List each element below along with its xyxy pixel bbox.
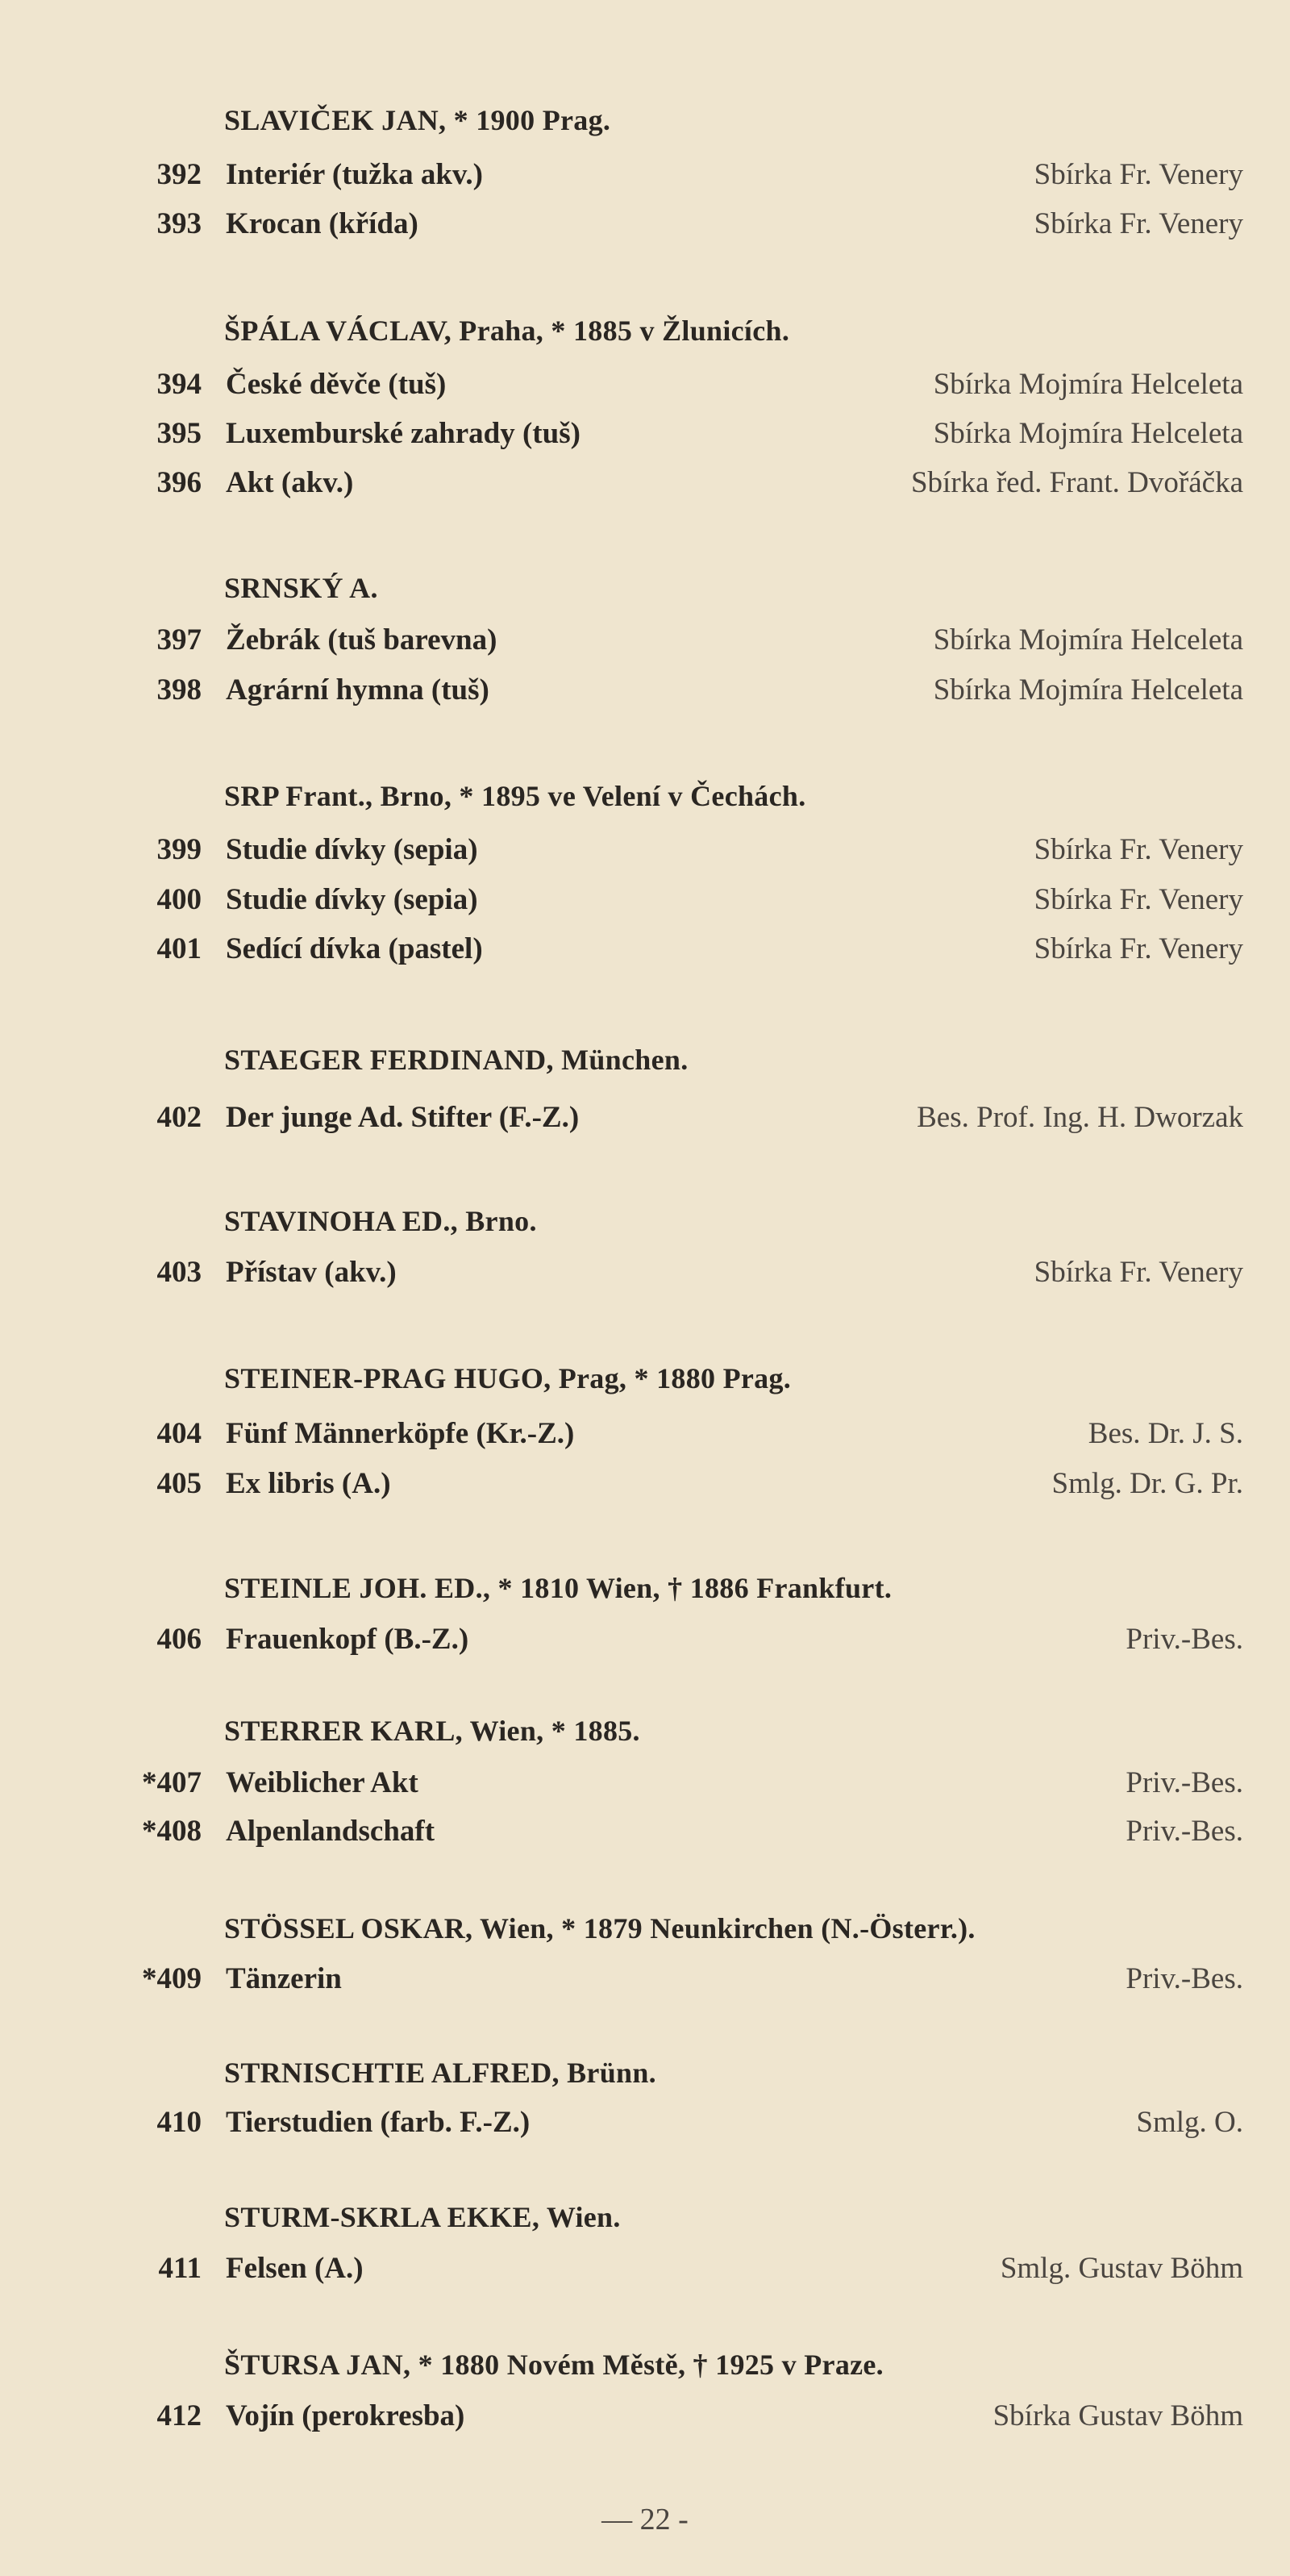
item-title: Akt (akv.) <box>226 466 354 499</box>
item-title: Žebrák (tuš barevna) <box>226 623 497 657</box>
item-number: 405 <box>156 1467 202 1500</box>
item-title: Alpenlandschaft <box>226 1815 435 1848</box>
item-number: *408 <box>142 1815 202 1848</box>
item-title: Tänzerin <box>226 1962 342 1995</box>
artist-heading: STAVINOHA ED., Brno. <box>224 1205 537 1237</box>
item-title: Felsen (A.) <box>226 2252 364 2285</box>
catalog-item <box>0 367 1290 407</box>
item-owner: Sbírka Fr. Venery <box>1034 883 1243 916</box>
item-number: 412 <box>156 2399 202 2432</box>
item-owner: Sbírka Mojmíra Helceleta <box>933 673 1243 707</box>
catalog-item <box>0 465 1290 506</box>
item-owner: Priv.-Bes. <box>1126 1766 1243 1799</box>
catalog-item <box>0 1416 1290 1457</box>
catalog-item <box>0 157 1290 198</box>
artist-heading: SLAVIČEK JAN, * 1900 Prag. <box>224 104 611 136</box>
artist-heading: STERRER KARL, Wien, * 1885. <box>224 1715 640 1747</box>
catalog-item <box>0 1765 1290 1806</box>
artist-heading: SRNSKÝ A. <box>224 572 378 604</box>
item-title: Luxemburské zahrady (tuš) <box>226 417 580 450</box>
catalog-item <box>0 882 1290 923</box>
item-owner: Priv.-Bes. <box>1126 1815 1243 1848</box>
item-number: 398 <box>156 673 202 707</box>
catalog-item <box>0 673 1290 713</box>
item-owner: Smlg. Gustav Böhm <box>1000 2252 1243 2285</box>
item-title: České děvče (tuš) <box>226 368 447 401</box>
item-owner: Sbírka řed. Frant. Dvořáčka <box>910 466 1243 499</box>
item-title: Fünf Männerköpfe (Kr.-Z.) <box>226 1417 575 1450</box>
item-owner: Sbírka Mojmíra Helceleta <box>933 623 1243 657</box>
item-number: 397 <box>156 623 202 657</box>
item-title: Studie dívky (sepia) <box>226 883 478 916</box>
item-number: 411 <box>158 2252 202 2285</box>
catalog-item <box>0 1255 1290 1295</box>
item-number: 393 <box>156 207 202 240</box>
item-owner: Sbírka Mojmíra Helceleta <box>933 368 1243 401</box>
item-title: Studie dívky (sepia) <box>226 833 478 866</box>
item-owner: Smlg. Dr. G. Pr. <box>1051 1467 1243 1500</box>
item-title: Interiér (tužka akv.) <box>226 158 483 191</box>
item-owner: Sbírka Fr. Venery <box>1034 932 1243 965</box>
item-title: Weiblicher Akt <box>226 1766 418 1799</box>
artist-heading: STÖSSEL OSKAR, Wien, * 1879 Neunkirchen (N.-Österr.). <box>224 1912 976 1945</box>
item-title: Agrární hymna (tuš) <box>226 673 489 707</box>
item-owner: Sbírka Fr. Venery <box>1034 1256 1243 1289</box>
item-number: 395 <box>156 417 202 450</box>
item-title: Krocan (křída) <box>226 207 418 240</box>
catalog-item <box>0 1961 1290 2002</box>
item-number: 394 <box>156 368 202 401</box>
artist-heading: STURM-SKRLA EKKE, Wien. <box>224 2201 621 2233</box>
artist-heading: ŠTURSA JAN, * 1880 Novém Městě, † 1925 v Praze. <box>224 2349 884 2381</box>
artist-heading: STAEGER FERDINAND, München. <box>224 1044 689 1076</box>
item-number: 404 <box>156 1417 202 1450</box>
item-owner: Priv.-Bes. <box>1126 1623 1243 1656</box>
item-title: Přístav (akv.) <box>226 1256 397 1289</box>
artist-heading: STRNISCHTIE ALFRED, Brünn. <box>224 2057 656 2089</box>
catalog-item <box>0 206 1290 247</box>
item-owner: Bes. Dr. J. S. <box>1088 1417 1243 1450</box>
item-owner: Sbírka Fr. Venery <box>1034 158 1243 191</box>
item-title: Sedící dívka (pastel) <box>226 932 483 965</box>
catalog-item <box>0 1100 1290 1140</box>
catalog-item <box>0 416 1290 456</box>
item-owner: Sbírka Gustav Böhm <box>992 2399 1243 2432</box>
item-number: 402 <box>156 1101 202 1134</box>
item-owner: Sbírka Mojmíra Helceleta <box>933 417 1243 450</box>
catalog-item <box>0 2399 1290 2439</box>
item-title: Vojín (perokresba) <box>226 2399 465 2432</box>
catalog-item <box>0 2251 1290 2291</box>
item-number: 400 <box>156 883 202 916</box>
item-number: *409 <box>142 1962 202 1995</box>
item-number: *407 <box>142 1766 202 1799</box>
item-number: 399 <box>156 833 202 866</box>
item-title: Der junge Ad. Stifter (F.-Z.) <box>226 1101 580 1134</box>
item-owner: Bes. Prof. Ing. H. Dworzak <box>917 1101 1243 1134</box>
item-owner: Smlg. O. <box>1136 2106 1243 2139</box>
catalog-item <box>0 623 1290 663</box>
artist-heading: SRP Frant., Brno, * 1895 ve Velení v Čechách. <box>224 780 806 812</box>
item-number: 403 <box>156 1256 202 1289</box>
catalog-item <box>0 832 1290 873</box>
item-title: Frauenkopf (B.-Z.) <box>226 1623 469 1656</box>
page-number: — 22 - <box>601 2503 689 2536</box>
catalog-item <box>0 1814 1290 1854</box>
item-owner: Sbírka Fr. Venery <box>1034 207 1243 240</box>
item-owner: Priv.-Bes. <box>1126 1962 1243 1995</box>
artist-heading: STEINER-PRAG HUGO, Prag, * 1880 Prag. <box>224 1362 792 1394</box>
artist-heading: ŠPÁLA VÁCLAV, Praha, * 1885 v Žlunicích. <box>224 315 790 347</box>
catalog-item <box>0 2105 1290 2145</box>
item-number: 396 <box>156 466 202 499</box>
item-title: Tierstudien (farb. F.-Z.) <box>226 2106 531 2139</box>
item-number: 406 <box>156 1623 202 1656</box>
catalog-item <box>0 1466 1290 1507</box>
item-number: 392 <box>156 158 202 191</box>
artist-heading: STEINLE JOH. ED., * 1810 Wien, † 1886 Frankfurt. <box>224 1572 893 1604</box>
catalog-item <box>0 1622 1290 1662</box>
item-title: Ex libris (A.) <box>226 1467 391 1500</box>
item-owner: Sbírka Fr. Venery <box>1034 833 1243 866</box>
item-number: 401 <box>156 932 202 965</box>
catalog-item <box>0 932 1290 972</box>
item-number: 410 <box>156 2106 202 2139</box>
